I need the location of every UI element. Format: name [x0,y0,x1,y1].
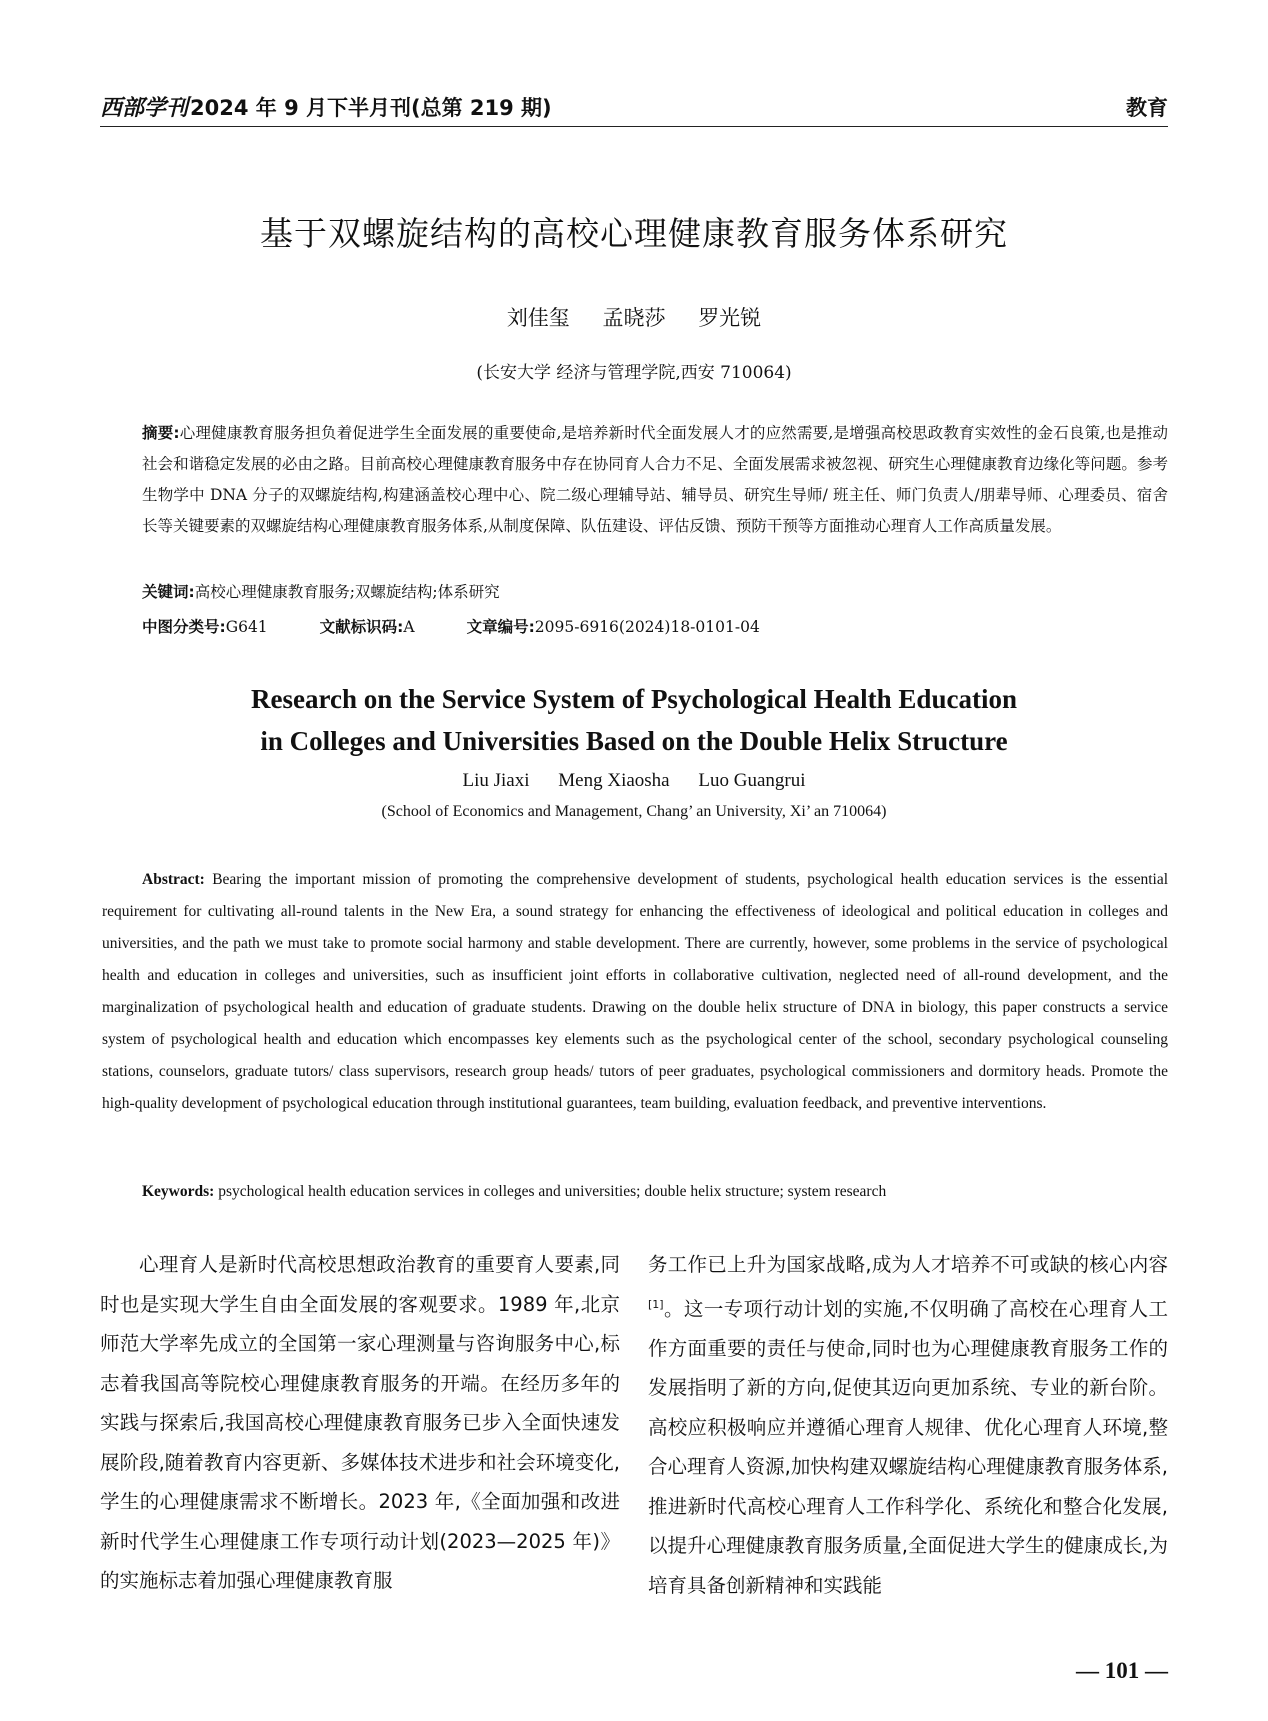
clc-value: G641 [225,618,268,636]
keywords-chinese [142,580,1168,602]
clc-number [142,615,268,637]
author-3-cn: 罗光锐 [698,306,762,330]
keywords-cn-text: 高校心理健康教育服务;双螺旋结构;体系研究 [194,583,500,601]
abstract-cn-text: 心理健康教育服务担负着促进学生全面发展的重要使命,是培养新时代全面发展人才的应然需要,是增强高校思政教育实效性的金石良策,也是推动社会和谐稳定发展的必由之路。目前高校心理健康教育服务中存在协同育人合力不足、全面发展需求被忽视、研究生心理健康教育边缘化等问题。参考生物学中 DNA 分子的双螺旋结构,构建涵盖校心理中心、院二级心理辅导站、辅导员、研究生导师/ 班主任、师门负责人/朋辈导师、心理委员、宿舍长等关键要素的双螺旋结构心理健康教育服务体系,从制度保障、队伍建设、评估反馈、预防干预等方面推动心理育人工作高质量发展。 [142,424,1168,535]
affiliation-chinese: (长安大学 经济与管理学院,西安 710064) [476,363,792,383]
author-2-cn: 孟晓莎 [602,306,666,330]
title-en-line-2: in Colleges and Universities Based on the Double Helix Structure [260,726,1008,756]
issue-info: 2024 年 9 月下半月刊(总第 219 期) [190,96,552,120]
title-chinese: 基于双螺旋结构的高校心理健康教育服务体系研究 [260,214,1008,253]
citation-ref: [1] [648,1297,664,1311]
keywords-en-label: Keywords: [142,1183,215,1200]
doc-code-label: 文献标识码: [319,618,404,636]
abstract-en-text: Bearing the important mission of promoting the comprehensive development of students, psychological health education services is the essential requirement for cultivating all-round talents in the New Era, a sound strategy for enhancing the effectiveness of ideological and political education in colleges and universities, and the path we must take to promote social harmony and stable development. There are currently, however, some problems in the service of psychological health and education in colleges and universities, such as insufficient joint efforts in collaborative cultivation, neglected need of all-round development, and the marginalization of psychological health and education of graduate students. Drawing on the double helix structure of DNA in biology, this paper constructs a service system of psychological health and education which encompasses key elements such as the psychological center of the school, secondary psychological counseling stations, counselors, graduate tutors/ class supervisors, research group heads/ tutors of peer graduates, psychological commissioners and dormitory heads. Promote the high-quality development of psychological education through institutional guarantees, team building, evaluation feedback, and preventive interventions. [102,871,1169,1112]
body-right-part-b: 。这一专项行动计划的实施,不仅明确了高校在心理育人工作方面重要的责任与使命,同时也为心理健康教育服务工作的发展指明了新的方向,促使其迈向更加系统、专业的新台阶。高校应积极响应并遵循心理育人规律、优化心理育人环境,整合心理育人资源,加快构建双螺旋结构心理健康教育服务体系,推进新时代高校心理育人工作科学化、系统化和整合化发展,以提升心理健康教育服务质量,全面促进大学生的健康成长,为培育具备创新精神和实践能 [648,1297,1168,1597]
body-right-part-a: 务工作已上升为国家战略,成为人才培养不可或缺的核心内容 [648,1253,1168,1276]
section-name: 教育 [1126,96,1168,120]
title-en-line-1: Research on the Service System of Psychological Health Education [251,684,1017,714]
authors-chinese [100,302,1168,332]
running-header [100,88,1168,127]
abstract-en-label: Abstract: [142,871,205,888]
abstract-cn-label: 摘要: [142,424,180,442]
article-no-value: 2095-6916(2024)18-0101-04 [534,618,760,636]
keywords-english [142,1183,1168,1201]
author-1-en: Liu Jiaxi [462,770,530,791]
document-code [320,615,415,637]
body-column-right [648,1245,1168,1605]
affiliation-english: (School of Economics and Management, Chang’ an University, Xi’ an 710064) [381,803,887,820]
author-3-en: Luo Guangrui [698,770,806,791]
keywords-en-text: psychological health education services in colleges and universities; double helix structure; system research [218,1183,887,1200]
clc-label: 中图分类号: [142,618,226,636]
author-1-cn: 刘佳玺 [506,306,570,330]
abstract-english [102,864,1168,1120]
abstract-chinese [142,418,1168,542]
title-english [100,678,1168,762]
body-column-left: 心理育人是新时代高校思想政治教育的重要育人要素,同时也是实现大学生自由全面发展的客观要求。1989 年,北京师范大学率先成立的全国第一家心理测量与咨询服务中心,标志着我国高等院校心理健康教育服务的开端。在经历多年的实践与探索后,我国高校心理健康教育服务已步入全面快速发展阶段,随着教育内容更新、多媒体技术进步和社会环境变化,学生的心理健康需求不断增长。2023 年,《全面加强和改进新时代学生心理健康工作专项行动计划(2023—2025 年)》的实施标志着加强心理健康教育服 [100,1253,620,1592]
journal-name: 西部学刊 [100,95,189,121]
header-left [100,91,552,126]
authors-english [100,770,1168,792]
keywords-cn-label: 关键词: [142,583,195,601]
page-number: — 101 — [1076,1658,1168,1683]
classification-line [142,615,1168,637]
doc-code-value: A [403,618,415,636]
article-no-label: 文章编号: [466,618,535,636]
author-2-en: Meng Xiaosha [558,770,670,791]
article-number [467,615,760,637]
